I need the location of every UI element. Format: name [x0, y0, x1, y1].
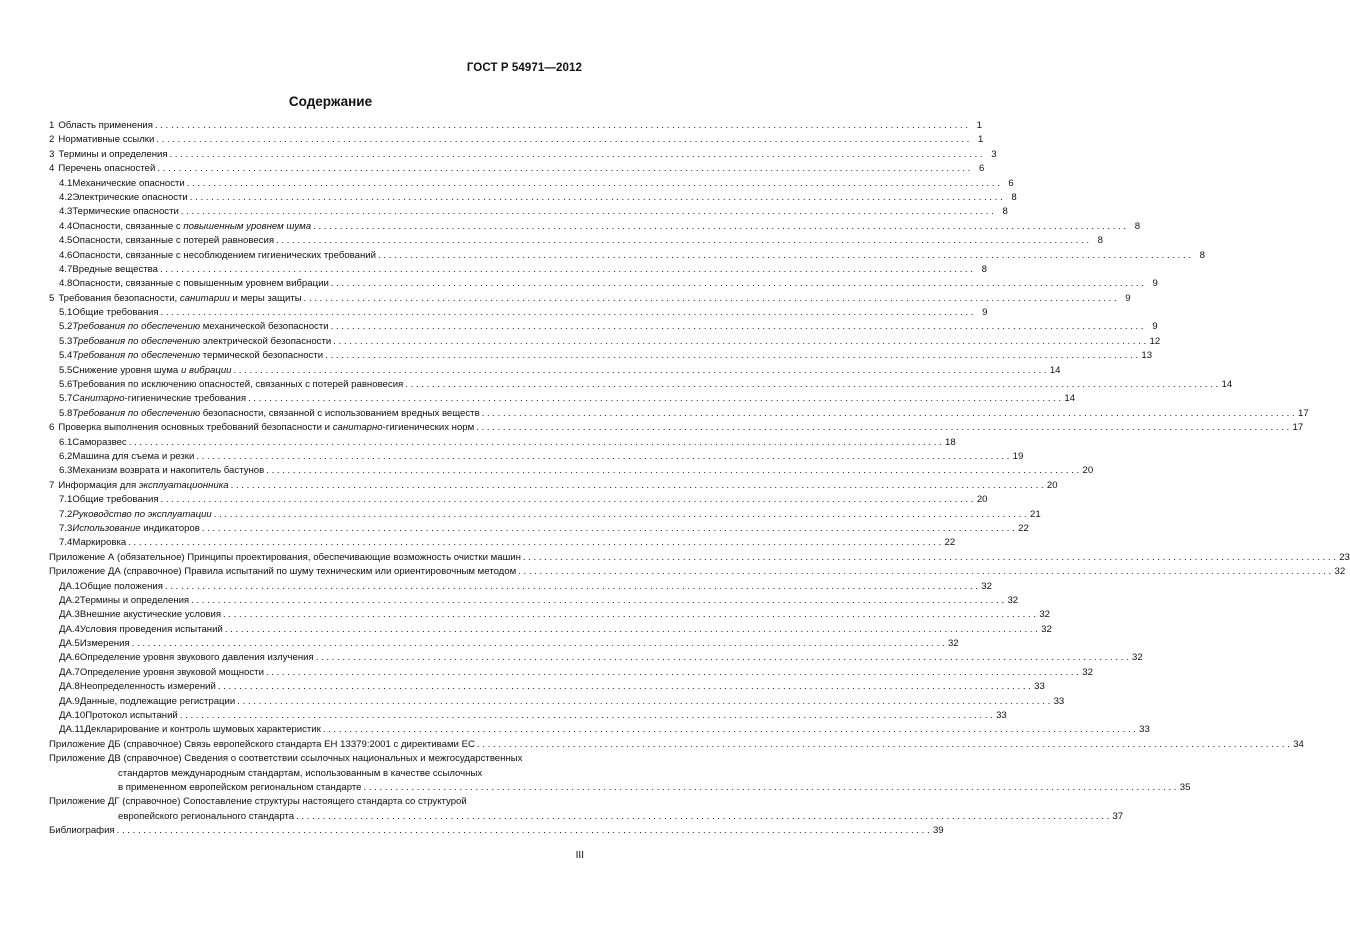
toc-leader-dots	[231, 479, 1044, 493]
toc-entry-number: ДА.1	[59, 580, 80, 592]
toc-leader-dots	[296, 810, 1109, 824]
toc-entry-page: 37	[1112, 810, 1124, 822]
toc-entry[interactable]	[49, 320, 1158, 334]
toc-entry-title: Определение уровня звукового давления излучения	[79, 652, 314, 664]
toc-entry-title: Санитарно-гигиенические требования	[72, 393, 247, 405]
toc-entry[interactable]	[49, 565, 1346, 579]
toc-leader-dots	[518, 565, 1331, 579]
toc-leader-dots	[196, 450, 1009, 464]
toc-entry[interactable]	[49, 249, 1205, 263]
toc-leader-dots	[170, 148, 983, 162]
toc-entry-title-line: Приложение ДВ (справочное) Сведения о соответствии ссылочных национальных и межгосударственных	[49, 753, 523, 765]
toc-entry-page: 22	[1018, 522, 1029, 534]
toc-entry-title-line: стандартов международным стандартам, использованным в качестве ссылочных	[118, 767, 483, 779]
toc-leader-dots	[156, 133, 969, 147]
toc-entry-title: Определение уровня звуковой мощности	[79, 666, 264, 678]
toc-entry-page: 18	[945, 436, 956, 448]
toc-entry-title: Приложение ДБ (справочное) Связь европейского стандарта ЕН 13379:2001 с директивами ЕС	[49, 738, 475, 750]
toc-entry-title: Термины и определения	[79, 594, 190, 606]
toc-entry-title: Опасности, связанные с несоблюдением гигиенических требований	[72, 249, 377, 261]
toc-leader-dots	[181, 205, 994, 219]
toc-leader-dots	[476, 421, 1289, 435]
toc-entry-number: 6.3	[59, 465, 73, 477]
toc-entry-title: Требования безопасности, санитарии и меры защиты	[58, 292, 302, 304]
toc-entry-number: 6	[49, 422, 55, 434]
toc-entry-title: Измерения	[79, 638, 130, 650]
toc-entry-page: 35	[1179, 781, 1191, 793]
toc-entry-number: 5.5	[59, 364, 73, 376]
toc-entry-title: Декларирование и контроль шумовых характеристик	[84, 724, 321, 736]
toc-entry[interactable]	[49, 680, 1045, 694]
toc-entry-title: Опасности, связанные с потерей равновесия	[72, 235, 275, 247]
toc-leader-dots	[325, 349, 1138, 363]
toc-entry-title: Область применения	[58, 120, 153, 131]
toc-entry-number: ДА.5	[59, 638, 80, 650]
toc-entry-page: 12	[1149, 335, 1161, 347]
toc-entry-bibliography[interactable]	[49, 824, 944, 838]
toc-entry-page: 8	[1002, 206, 1008, 218]
toc-entry-title: Руководство по эксплуатации	[72, 508, 212, 520]
toc-entry[interactable]	[49, 594, 1019, 608]
toc-entry-page: 1	[977, 134, 984, 146]
toc-leader-dots	[202, 522, 1015, 536]
toc-entry-page: 14	[1049, 364, 1061, 376]
toc-entry-number: 4	[49, 163, 55, 175]
toc-leader-dots	[155, 119, 968, 133]
toc-entry[interactable]	[49, 651, 1143, 665]
toc-entry[interactable]	[49, 191, 1017, 205]
toc-entry-number: 5	[49, 292, 55, 304]
toc-entry-page: 9	[1152, 321, 1158, 333]
toc-entry[interactable]	[49, 205, 1008, 219]
toc-entry[interactable]	[49, 738, 1304, 752]
toc-leader-dots	[161, 493, 974, 507]
toc-leader-dots	[364, 781, 1177, 795]
toc-entry-page: 32	[947, 638, 959, 650]
toc-entry-title: Общие требования	[72, 307, 159, 319]
toc-entry-number: ДА.3	[59, 609, 80, 621]
toc-entry-title: Приложение ДА (справочное) Правила испытаний по шуму техническим или ориентировочным методом	[49, 566, 517, 578]
toc-entry-page: 17	[1297, 407, 1309, 419]
toc-entry-page: 8	[1097, 235, 1104, 247]
toc-entry-title: Снижение уровня шума и вибрации	[72, 364, 232, 376]
toc-entry-page: 32	[1334, 566, 1346, 578]
toc-entry-title: Внешние акустические условия	[79, 609, 222, 621]
toc-entry-number: 3	[49, 148, 55, 160]
toc-entry-number: 5.7	[59, 393, 73, 405]
toc-entry-title: Нормативные ссылки	[58, 134, 155, 146]
toc-entry-page: 32	[1041, 623, 1052, 635]
toc-entry-title: Электрические опасности	[72, 191, 188, 203]
toc-entry[interactable]	[49, 493, 988, 507]
page-title: Содержание	[288, 94, 373, 109]
toc-entry[interactable]	[49, 551, 1350, 565]
toc-leader-dots	[218, 680, 1031, 694]
toc-entry-title: Опасности, связанные с повышенным уровнем вибрации	[72, 278, 329, 290]
toc-entry-page: 20	[976, 494, 988, 506]
toc-entry-number: 4.6	[59, 249, 73, 261]
toc-leader-dots	[276, 234, 1089, 248]
toc-leader-dots	[190, 191, 1003, 205]
toc-leader-dots	[128, 536, 941, 550]
toc-entry-number: 5.6	[59, 379, 73, 391]
toc-entry-page: 6	[1008, 177, 1014, 189]
toc-entry-number: 4.7	[59, 263, 73, 275]
toc-leader-dots	[129, 436, 942, 450]
toc-leader-dots	[160, 263, 973, 277]
toc-entry-number: 5.4	[59, 350, 73, 362]
toc-entry-title: Перечень опасностей	[58, 163, 156, 175]
toc-entry-title: Вредные вещества	[72, 263, 158, 275]
toc-entry-page: 13	[1141, 350, 1153, 362]
toc-leader-dots	[180, 709, 993, 723]
toc-entry-number: ДА.10	[59, 710, 86, 722]
toc-entry-title: Использование индикаторов	[72, 522, 200, 534]
toc-entry[interactable]	[49, 666, 1093, 680]
toc-entry-page: 9	[1125, 292, 1131, 304]
toc-leader-dots	[523, 551, 1336, 565]
toc-entry-page: 14	[1221, 379, 1233, 391]
toc-entry-page: 3	[991, 148, 997, 160]
toc-leader-dots	[157, 162, 970, 176]
document-id: ГОСТ Р 54971—2012	[466, 62, 582, 74]
toc-entry-number: 5.2	[59, 321, 73, 333]
toc-entry-title: Механизм возврата и накопитель бастунов	[72, 465, 265, 477]
toc-entry-number: 7.1	[59, 494, 73, 506]
toc-entry-number: 7.4	[59, 537, 73, 549]
toc-entry[interactable]	[49, 450, 1024, 464]
toc-leader-dots	[304, 292, 1117, 306]
toc-entry[interactable]	[49, 421, 1304, 435]
page-number: III	[575, 850, 584, 861]
toc-entry-page: 8	[1199, 249, 1205, 261]
toc-entry-number: 4.1	[59, 177, 73, 189]
toc-entry-number: 6.2	[59, 450, 73, 462]
toc-leader-dots	[378, 249, 1191, 263]
toc-entry-page: 1	[976, 120, 982, 131]
toc-entry-number: ДА.6	[59, 652, 80, 664]
toc-leader-dots	[225, 623, 1038, 637]
toc-entry[interactable]	[49, 119, 982, 133]
toc-entry-number: 4.8	[59, 278, 73, 290]
toc-entry[interactable]	[49, 234, 1104, 248]
toc-entry-title: Общие положения	[79, 580, 163, 592]
toc-entry-page: 20	[1082, 465, 1094, 477]
toc-entry[interactable]	[49, 162, 985, 176]
toc-entry[interactable]	[49, 364, 1061, 378]
toc-entry[interactable]	[49, 580, 992, 594]
toc-leader-dots	[191, 594, 1004, 608]
toc-entry[interactable]	[49, 263, 987, 277]
toc-entry-number: 2	[49, 134, 55, 146]
toc-entry-page: 33	[996, 710, 1007, 722]
toc-leader-dots	[165, 580, 978, 594]
toc-entry[interactable]	[49, 522, 1029, 536]
toc-entry-title: Общие требования	[72, 494, 159, 506]
toc-entry-number: 1	[49, 120, 55, 131]
toc-entry-number: ДА.4	[59, 623, 80, 635]
toc-entry-number: 4.2	[59, 191, 73, 203]
toc-leader-dots	[323, 723, 1136, 737]
toc-entry[interactable]	[49, 220, 1141, 234]
toc-entry-page: 8	[1011, 191, 1017, 203]
toc-leader-dots	[223, 608, 1036, 622]
toc-leader-dots	[477, 738, 1290, 752]
toc-entry-page: 32	[1007, 594, 1019, 606]
toc-entry-title-line: в примененном европейском региональном стандарте	[118, 781, 362, 793]
toc-entry[interactable]	[49, 306, 988, 320]
toc-leader-dots	[161, 306, 974, 320]
toc-entry-number: 5.3	[59, 335, 73, 347]
toc-entry[interactable]	[49, 335, 1161, 349]
toc-entry-page: 33	[1053, 695, 1065, 707]
toc-entry-number: ДА.11	[59, 724, 85, 736]
toc-entry[interactable]	[49, 349, 1153, 363]
toc-entry-title-line: Приложение ДГ (справочное) Сопоставление структуры настоящего стандарта со структурой	[49, 796, 467, 808]
toc-entry[interactable]	[49, 508, 1041, 522]
toc-entry-number: 4.4	[59, 220, 73, 232]
toc-entry[interactable]	[49, 536, 956, 550]
toc-entry-number: ДА.9	[59, 695, 80, 707]
toc-leader-dots	[482, 407, 1295, 421]
toc-entry-number: 6.1	[59, 436, 73, 448]
toc-leader-dots	[248, 392, 1061, 406]
toc-entry[interactable]	[49, 436, 956, 450]
toc-entry[interactable]	[49, 695, 1065, 709]
toc-entry-title: Библиография	[49, 825, 115, 837]
toc-entry-page: 9	[1152, 278, 1158, 290]
toc-leader-dots	[234, 364, 1047, 378]
toc-entry-title: Протокол испытаний	[85, 710, 178, 722]
toc-entry-page: 33	[1139, 724, 1150, 736]
toc-entry-page: 32	[1082, 666, 1093, 678]
toc-entry-page: 20	[1046, 479, 1058, 491]
toc-entry-title: Неопределенность измерений	[79, 681, 216, 693]
toc-entry[interactable]	[49, 723, 1150, 737]
toc-entry-title: Требования по обеспечению механической безопасности	[72, 321, 329, 333]
toc-entry-page: 8	[981, 263, 987, 275]
toc-entry-page: 33	[1034, 681, 1045, 693]
toc-leader-dots	[237, 695, 1050, 709]
toc-entry-number: 4.3	[59, 206, 73, 218]
toc-entry-page: 14	[1064, 393, 1076, 405]
toc-entry-title: Саморазвес	[72, 436, 127, 448]
toc-entry-number: ДА.2	[59, 594, 80, 606]
toc-leader-dots	[132, 637, 945, 651]
toc-leader-dots	[405, 378, 1218, 392]
toc-entry-page: 17	[1292, 422, 1304, 434]
toc-entry-multiline[interactable]	[49, 795, 1124, 824]
toc-leader-dots	[266, 666, 1079, 680]
toc-entry-page: 19	[1012, 450, 1024, 462]
toc-entry-number: 7	[49, 479, 55, 491]
table-of-contents	[49, 119, 1350, 839]
toc-leader-dots	[331, 277, 1144, 291]
toc-leader-dots	[316, 651, 1129, 665]
toc-entry-page: 32	[981, 580, 992, 592]
toc-entry-title: Данные, подлежащие регистрации	[79, 695, 236, 707]
toc-entry-title: Условия проведения испытаний	[79, 623, 223, 635]
toc-entry-title: Маркировка	[72, 537, 127, 549]
toc-entry-page: 23	[1339, 551, 1350, 563]
toc-entry-page: 34	[1293, 738, 1304, 750]
toc-leader-dots	[266, 464, 1079, 478]
toc-entry[interactable]	[49, 177, 1014, 191]
toc-entry[interactable]	[49, 148, 997, 162]
toc-entry-page: 32	[1131, 652, 1143, 664]
toc-leader-dots	[187, 177, 1000, 191]
toc-leader-dots	[117, 824, 930, 838]
toc-entry-title: Информация для эксплуатационника	[58, 479, 229, 491]
toc-leader-dots	[333, 335, 1146, 349]
toc-entry[interactable]	[49, 392, 1076, 406]
toc-entry-title: Проверка выполнения основных требований безопасности и санитарно-гигиенических норм	[58, 422, 475, 434]
toc-entry-title: Машина для съема и резки	[72, 450, 195, 462]
toc-entry[interactable]	[49, 608, 1051, 622]
toc-entry-title: Опасности, связанные с повышенным уровнем шума	[72, 220, 312, 232]
toc-entry-page: 9	[982, 307, 988, 319]
toc-entry-page: 8	[1134, 220, 1141, 232]
toc-entry-page: 22	[944, 537, 956, 549]
toc-entry-number: ДА.8	[59, 681, 80, 693]
toc-entry-title: Термические опасности	[72, 206, 179, 218]
toc-entry-number: 5.8	[59, 407, 73, 419]
toc-entry[interactable]	[49, 637, 959, 651]
toc-entry[interactable]	[49, 623, 1052, 637]
toc-entry-title: Термины и определения	[58, 148, 168, 160]
toc-entry-page: 21	[1030, 508, 1041, 520]
toc-entry-number: 7.3	[59, 522, 73, 534]
toc-entry-number: 5.1	[59, 307, 73, 319]
toc-leader-dots	[214, 508, 1027, 522]
toc-entry-number: 4.5	[59, 235, 73, 247]
toc-entry-page: 32	[1039, 609, 1051, 621]
toc-entry[interactable]	[49, 407, 1309, 421]
toc-leader-dots	[331, 320, 1144, 334]
toc-leader-dots	[313, 220, 1126, 234]
toc-entry[interactable]	[49, 709, 1007, 723]
toc-entry[interactable]	[49, 464, 1094, 478]
toc-entry[interactable]	[49, 133, 984, 147]
toc-entry[interactable]	[49, 479, 1058, 493]
toc-entry-title: Требования по обеспечению электрической безопасности	[72, 335, 332, 347]
toc-entry[interactable]	[49, 292, 1131, 306]
toc-entry-number: ДА.7	[59, 666, 80, 678]
toc-entry[interactable]	[49, 277, 1158, 291]
toc-entry-number: 7.2	[59, 508, 73, 520]
toc-entry-page: 6	[978, 163, 985, 175]
toc-entry-title: Механические опасности	[72, 177, 185, 189]
toc-entry-multiline[interactable]	[49, 752, 1191, 795]
toc-entry-title: Требования по обеспечению безопасности, связанной с использованием вредных веществ	[72, 407, 480, 419]
toc-entry-title: Требования по обеспечению термической безопасности	[72, 350, 324, 362]
toc-entry-page: 39	[932, 825, 944, 837]
toc-entry-title: Приложение А (обязательное) Принципы проектирования, обеспечивающие возможность очистки машин	[49, 551, 521, 563]
toc-entry-title: Требования по исключению опасностей, связанных с потерей равновесия	[72, 379, 404, 391]
toc-entry-title-line: европейского регионального стандарта	[118, 810, 295, 822]
toc-entry[interactable]	[49, 378, 1233, 392]
